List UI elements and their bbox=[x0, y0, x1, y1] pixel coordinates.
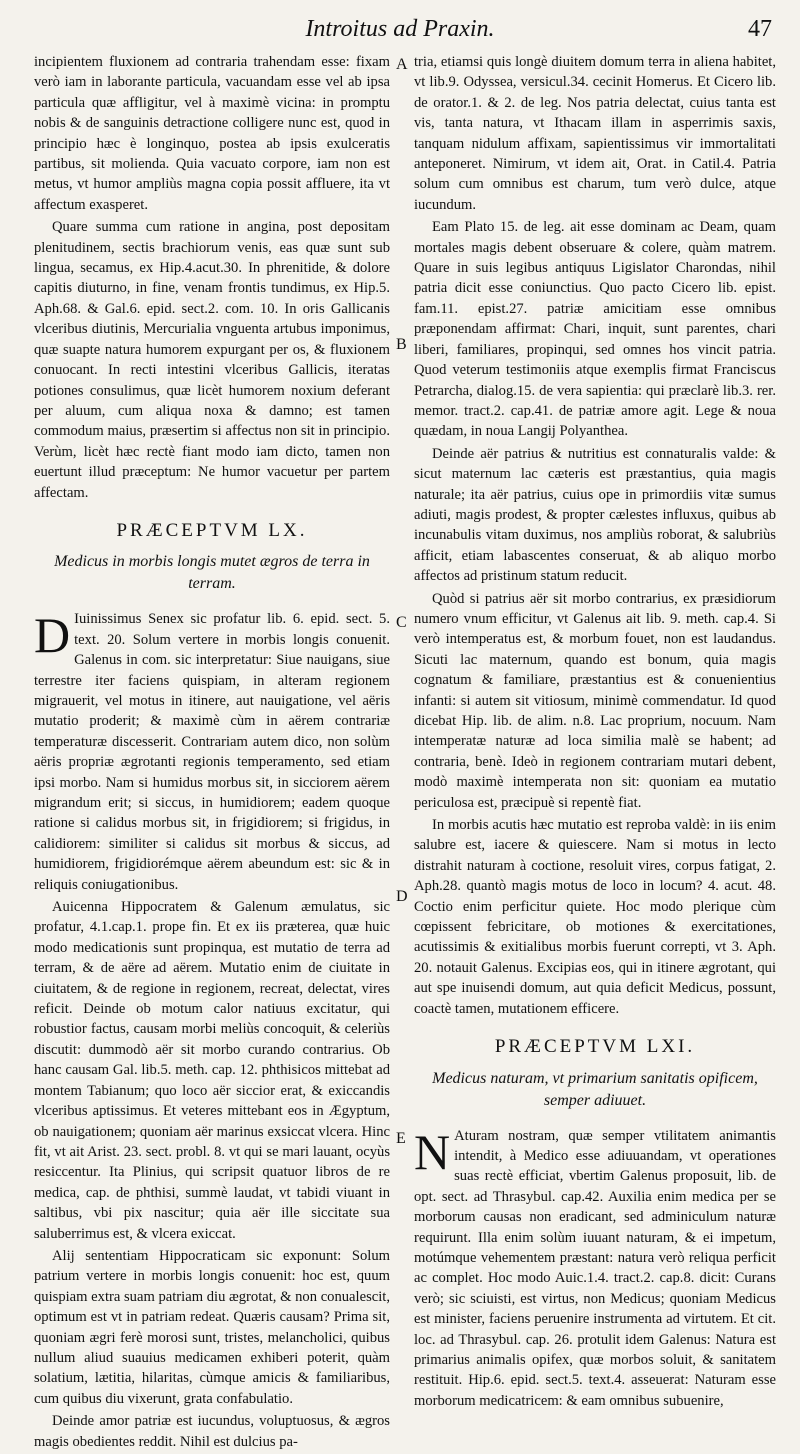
paragraph: incipientem fluxionem ad contraria trahendam esse: fixam verò iam in laborante particula, vacuandam esse vel ab ipsa particula quæ affligitur, vel à maximè vicina: in promptu nobis & de sanguinis detractione colligere nunc est, quod in principio hæc è longinquo, postea ab ipsis exulceratis partibus, sit molienda. Quia vacuato corpore, iam non est metus, vt humor ampliùs magna copia possit affluere, ita vt affectum exasperet. bbox=[34, 54, 390, 213]
paragraph-with-dropcap bbox=[414, 1123, 776, 1412]
running-title: Introitus ad Praxin. bbox=[305, 16, 495, 42]
precept-heading: PRÆCEPTVM LXI. bbox=[494, 1036, 696, 1058]
page-number: 47 bbox=[748, 16, 772, 42]
paragraph: Auicenna Hippocratem & Galenum æmulatus, sic profatur, 4.1.cap.1. prope fin. Et ex iis præterea, quæ huic modo medicationis sunt propinqua, est mutatio de terra ad terram, & de aëre ad aërem. Mutatio enim de ciuitate in ciuitatem, & de regione in regionem, recreat, delectat, vires reficit. Deinde ob motum calor natiuus excitatur, qui robustior factus, causam morbi meliùs concoquit, & celeriùs discutit: dummodò aër sit morbo curando contrarius. Ob hanc causam Gal. lib.5. meth. cap. 12. phthisicos mittebat ad montem Tabianum; quo loco aër siccior erat, & exiccandis vlceribus aptissimus. Et veteres mittebant eos in Ægyptum, ob nauigationem; quoniam aër marinus exsiccat vlcera. Hinc fit, vt ait Arist. 23. sect. probl. 8. vt qui se mari lauant, ocyùs resiccentur. Ita Plinius, qui scripsit quatuor libros de re medica, cap. de phthisi, summè laudat, vt tabidi viuant in saltibus, vbi pix nascitur; quia aër ille siccitate sua saluberrimus est, & vlcera exiccat. bbox=[34, 899, 390, 1242]
margin-letter-e: E bbox=[396, 1130, 406, 1147]
paragraph: Deinde aër patrius & nutritius est connaturalis valde: & sicut maternum lac cæteris est præstantius, quia magis naturale; ita aër patrius, cuius ope in primordiis vitæ sumus adiuti, magis prodest, & propter cælestes influxus, quibus ab incunabulis vitam duximus, nos ampliùs roborat, & salubriùs afficit, etiam labascentes conseruat, & ab aliquo morbo affectos ad pristinum statum reducit. bbox=[414, 445, 776, 585]
page-header bbox=[0, 14, 800, 44]
paragraph-text: Aturam nostram, quæ semper vtilitatem animantis intendit, à Medico esse adiuuandam, vt operationes suas rectè efficiat, vbertim Galenus proposuit, lib. de opt. sect. ad Thrasybul. cap.42. Auxilia enim medica per se morborum causas non eradicant, sed adminiculum naturæ requirunt. Illa enim solùm iuuant naturam, & ei impetum, motúmque vehementem præstant: natura verò reliqua perficit ac complet. Hoc modo Auic.1.4. tract.2. cap.8. dicit: Curans verò; sic sciuisti, est virtus, non Medicus; quoniam Medicus est minister, faciens peruenire instrumenta ad virtutem. Et cit. loc. ad Thrasybul. cap. 26. protulit idem Galenus: Natura est primarius animalis opifex, quæ morbos soluit, & sanitatem restituit. Hip.6. epid. sect.5. text.4. asseuerat: Naturam esse morborum medicatricem: & eam omnibus subuenire, bbox=[414, 1127, 776, 1409]
margin-letter-a: A bbox=[396, 56, 408, 73]
precept-subheading: Medicus in morbis longis mutet ægros de terra in terram. bbox=[54, 553, 370, 593]
paragraph-with-dropcap bbox=[34, 609, 390, 895]
paragraph: In morbis acutis hæc mutatio est reproba valdè: in iis enim salubre est, iacere & quiescere. Nam si motus in lecto distrahit naturam à coctione, resoluit vires, corpus fatigat, 2. Aph.28. quantò magis motus de loco in locum? 4. acut. 48. Coctio enim perficitur quiete. Hoc modo plerique cùm cœpissent febricitare, ob motiones & exercitationes, acutissimis & exitialibus morbis fuerunt correpti, vt 3. Aph. 20. notauit Galenus. Excipias eos, qui in itinere ægrotant, qui aut spe inuisendi domum, aut quia deficit Medicus, possunt, coactè tamen, mutationem efficere. bbox=[414, 817, 776, 1017]
left-column bbox=[34, 52, 390, 1454]
dropcap-letter: N bbox=[414, 1123, 451, 1180]
margin-letter-c: C bbox=[396, 614, 407, 631]
margin-letter-b: B bbox=[396, 336, 407, 353]
paragraph: Eam Plato 15. de leg. ait esse dominam ac Deam, quam mortales magis debent obseruare & colere, quàm matrem. Quare in suis legibus antiquus Ligislator Charondas, nihil patria dicit esse coniunctius. Quo pacto Cicero lib. epist. fam.11. epist.27. patriæ amicitiam esse omnibus præponendam affirmat: Chari, inquit, sunt parentes, chari liberi, familiares, propinqui, sed omnes hos vincit patria. Quod veterum testimoniis atque exemplis firmat Franciscus Petrarcha, dialog.15. de vera sapientia: qui præclarè lib.3. rer. memor. tract.2. cap.41. de patriæ amore agit. Lege & noua quædam, in noua Langij Polyanthea. bbox=[414, 219, 776, 440]
paragraph: Quòd si patrius aër sit morbo contrarius, ex præsidiorum numero vnum efficitur, vt Galenus ait lib. 9. meth. cap.4. Si verò intemperatus est, & morbum fouet, non est laudandus. Sicuti lac maternum, quando est bonum, quia magis cognatum & familiare, præstantius est & conuenientius infanti: si autem sit vitiosum, minimè commendatur. Id quod dicebat Hip. lib. de alim. n.8. Lac proprium, nocuum. Nam intemperatæ naturæ ad loca similia malè se habent; ad contraria, benè. Ideò in regionem contrariam mutari debent, modò maximè intemperata non sit: quoniam ea mutatio periculosa est, præcipuè si repentè fiat. bbox=[414, 590, 776, 811]
paragraph: Quare summa cum ratione in angina, post depositam plenitudinem, sectis brachiorum venis, eas quæ sunt sub lingua, secamus, ex Hip.4.acut.30. In phrenitide, & dolore capitis diuturno, in fine, venam frontis tundimus, ex Hip.5. Aph.68. & Gal.6. epid. sect.2. com. 10. In oris Gallicanis vlceribus diutinis, Mercurialia vnguenta artubus imponimus, quæ suapte natura humorem expurgant per os, & fluxionem conuocant. In recti intestini vlceribus Gallicis, iteratas potiones consulimus, quæ licèt humorem noxium deferant per aluum, cum aliqua noxa & damno; est tamen commodum maius, præsertim si affectus non sit in principio. Verùm, licèt hæc rectè fiant modo iam dicto, tamen non euertunt illud præceptum: Ne humor vacuetur per partem affectam. bbox=[34, 219, 390, 501]
right-column bbox=[414, 52, 776, 1413]
paragraph-text: Iuinissimus Senex sic profatur lib. 6. epid. sect. 5. text. 20. Solum vertere in morbis longis conuenit. Galenus in com. sic interpretatur: Siue nauigans, siue terrestre iter faciens quispiam, in alteram regionem migrauerit, vel motus in itinere, aut nauigatione, vel aëris mutatio proderit; & maximè cùm in aërem contrariæ temperaturæ discesserit. Contrariam autem dico, non solùm aëris propriæ ægrotanti regionis temperamento, sed etiam ipsi morbo. Nam si humidus morbus sit, in sicciorem aërem migrandum erit; si siccus, in humidiorem; eadem quoque ratione si calidus morbus sit, in frigidiorem; si frigidus, in calidiorem: similiter si calidus sit morbus & siccus, ad humidiorem, frigidiorémque aërem abeundum est: sic & in reliquis coniugationibus. bbox=[34, 611, 390, 893]
paragraph: Deinde amor patriæ est iucundus, voluptuosus, & ægros magis obedientes reddit. Nihil est dulcius pa- bbox=[34, 1413, 390, 1450]
precept-heading: PRÆCEPTVM LX. bbox=[116, 519, 308, 541]
paragraph: Alij sententiam Hippocraticam sic exponunt: Solum patrium vertere in morbis longis conuenit: hoc est, quum quispiam extra suam patriam diu ægrotat, & non conualescit, optimum est vt in patriam redeat. Quæris causam? Prima sit, quoniam ægri ferè morosi sunt, tristes, melancholici, quibus nullum aliud suauius medicamen exhiberi poterit, quàm solatium, lætitia, hilaritas, cùmque amicis & familiaribus, cum quibus diu vixerunt, grata confabulatio. bbox=[34, 1247, 390, 1407]
dropcap-letter: D bbox=[34, 607, 71, 664]
paragraph: tria, etiamsi quis longè diuitem domum terra in aliena habitet, vt lib.9. Odyssea, versicul.34. cecinit Homerus. Et Cicero lib. de orator.1. & 2. de leg. Nos patria delectat, cuius tanta est vis, tanta natura, vt Ithacam illam in asperrimis saxis, tanquam nidulum affixam, sapientissimus vir immortalitati anteponeret. Nimirum, vt idem ait, Orat. in Catil.4. Patria solum cum omnibus est charum, tum verò dulce, atque iucundum. bbox=[414, 54, 776, 213]
margin-letter-d: D bbox=[396, 888, 408, 905]
precept-subheading: Medicus naturam, vt primarium sanitatis opificem, semper adiuuet. bbox=[432, 1069, 758, 1109]
